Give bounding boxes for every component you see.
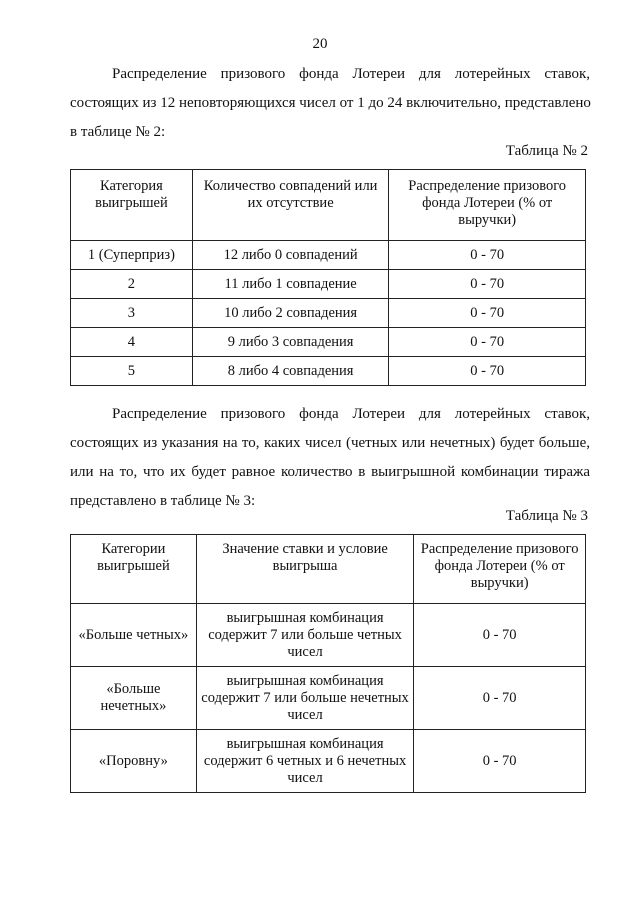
table-row	[71, 357, 586, 386]
table-cell: 5	[71, 357, 193, 386]
paragraph-line: состоящих из 12 неповторяющихся чисел от 1 до 24 включительно, представлено	[70, 95, 591, 111]
paragraph-line: в таблице № 2:	[70, 124, 166, 140]
table-cell: 0 - 70	[414, 730, 586, 793]
table2-caption: Таблица № 2	[505, 143, 588, 159]
table-row	[71, 328, 586, 357]
page-number: 20	[312, 36, 328, 52]
table-cell: 11 либо 1 совпадение	[192, 270, 389, 299]
table-cell: 0 - 70	[414, 604, 586, 667]
table-cell: 0 - 70	[389, 357, 586, 386]
column-header: Категория выигрышей	[71, 170, 193, 241]
column-header: Категории выигрышей	[71, 535, 197, 604]
column-header: Распределение призового фонда Лотереи (% от выручки)	[389, 170, 586, 241]
table-row	[71, 270, 586, 299]
table-cell: 9 либо 3 совпадения	[192, 328, 389, 357]
table-cell: «Поровну»	[71, 730, 197, 793]
paragraph-table3-intro	[70, 400, 590, 516]
table-row	[71, 667, 586, 730]
paragraph-line: представлено в таблице № 3:	[70, 493, 256, 509]
table3-caption: Таблица № 3	[505, 508, 588, 524]
paragraph-line: или на то, что их будет равное количество в выигрышной комбинации тиража	[70, 464, 590, 480]
table-cell: 8 либо 4 совпадения	[192, 357, 389, 386]
table-row	[71, 730, 586, 793]
table-row	[71, 299, 586, 328]
table-row	[71, 241, 586, 270]
table2	[70, 169, 586, 386]
paragraph-line: состоящих из указания на то, каких чисел (четных или нечетных) будет больше,	[70, 435, 590, 451]
table-cell: выигрышная комбинация содержит 7 или больше нечетных чисел	[196, 667, 413, 730]
column-header: Количество совпадений или их отсутствие	[192, 170, 389, 241]
table-cell: выигрышная комбинация содержит 7 или больше четных чисел	[196, 604, 413, 667]
paragraph-line: Распределение призового фонда Лотереи для лотерейных ставок,	[112, 66, 590, 82]
table-cell: 3	[71, 299, 193, 328]
table-cell: 0 - 70	[389, 270, 586, 299]
table-cell: 12 либо 0 совпадений	[192, 241, 389, 270]
table-cell: 2	[71, 270, 193, 299]
column-header: Значение ставки и условие выигрыша	[196, 535, 413, 604]
table-cell: 10 либо 2 совпадения	[192, 299, 389, 328]
table-cell: выигрышная комбинация содержит 6 четных и 6 нечетных чисел	[196, 730, 413, 793]
table-cell: «Больше нечетных»	[71, 667, 197, 730]
table-cell: 0 - 70	[389, 299, 586, 328]
column-header: Распределение призового фонда Лотереи (% от выручки)	[414, 535, 586, 604]
table-header-row	[71, 535, 586, 604]
table-cell: «Больше четных»	[71, 604, 197, 667]
table-header-row	[71, 170, 586, 241]
paragraph-table2-intro	[70, 60, 590, 147]
paragraph-line: Распределение призового фонда Лотереи для лотерейных ставок,	[112, 406, 590, 422]
table-cell: 4	[71, 328, 193, 357]
table-cell: 0 - 70	[389, 241, 586, 270]
table-cell: 0 - 70	[389, 328, 586, 357]
table-cell: 1 (Суперприз)	[71, 241, 193, 270]
table-row	[71, 604, 586, 667]
table-cell: 0 - 70	[414, 667, 586, 730]
table3	[70, 534, 586, 793]
